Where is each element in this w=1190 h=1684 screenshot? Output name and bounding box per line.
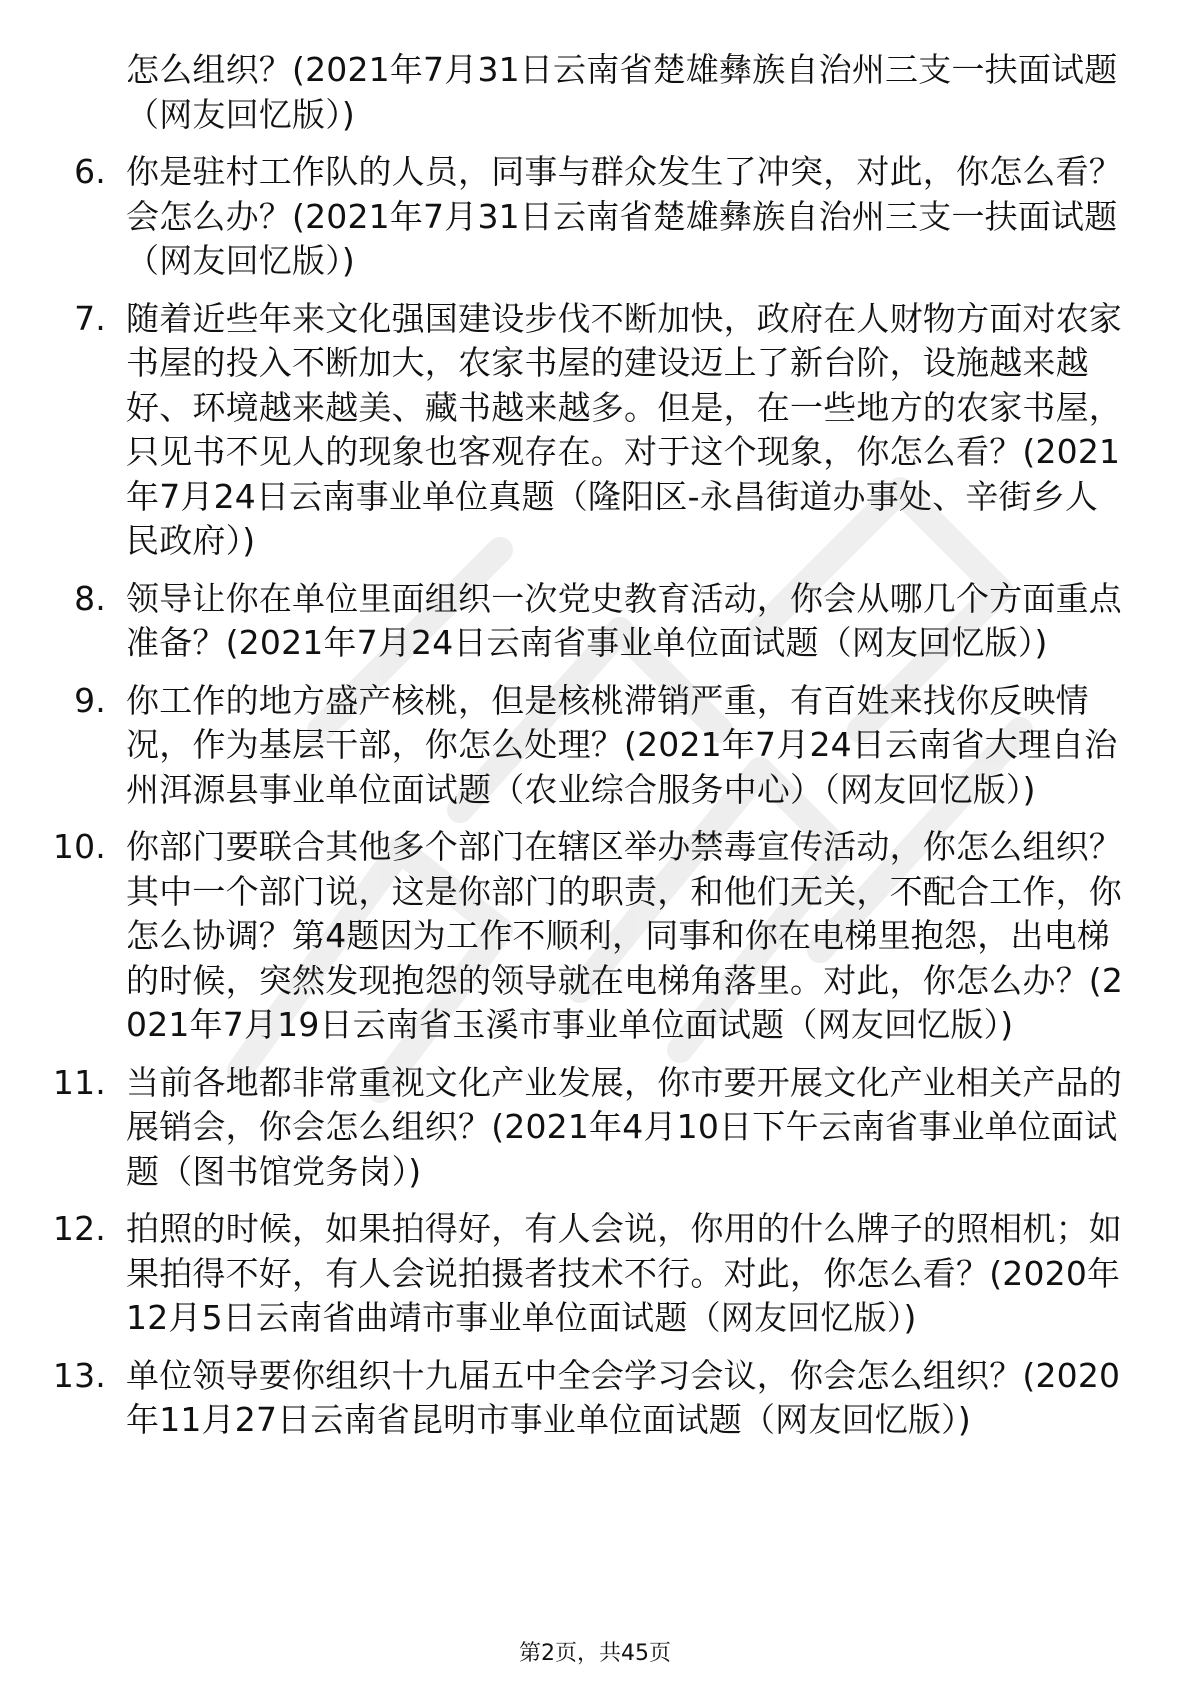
- question-text: 怎么组织？(2021年7月31日云南省楚雄彝族自治州三支一扶面试题（网友回忆版）): [126, 50, 1118, 134]
- question-text: 当前各地都非常重视文化产业发展，你市要开展文化产业相关产品的展销会，你会怎么组织？(2021年4月10日下午云南省事业单位面试题（图书馆党务岗）): [126, 1062, 1122, 1191]
- question-item-13: [0, 1354, 1126, 1443]
- page-number-footer: 第2页，共45页: [519, 1641, 671, 1666]
- question-text: 领导让你在单位里面组织一次党史教育活动，你会从哪几个方面重点准备？(2021年7月24日云南省事业单位面试题（网友回忆版）): [126, 578, 1122, 662]
- question-item-10: [0, 825, 1126, 1048]
- question-number: 10.: [52, 827, 106, 866]
- question-number: 7.: [74, 298, 106, 338]
- question-text: 你工作的地方盛产核桃，但是核桃滞销严重，有百姓来找你反映情况，作为基层干部，你怎么处理？(2021年7月24日云南省大理自治州洱源县事业单位面试题（农业综合服务中心）（网友回忆版）): [126, 680, 1118, 809]
- question-number: 9.: [74, 680, 106, 720]
- question-text: 单位领导要你组织十九届五中全会学习会议，你会怎么组织？(2020年11月27日云南省昆明市事业单位面试题（网友回忆版）): [126, 1355, 1121, 1439]
- question-text: 随着近些年来文化强国建设步伐不断加快，政府在人财物方面对农家书屋的投入不断加大，农家书屋的建设迈上了新台阶，设施越来越好、环境越来越美、藏书越来越多。但是，在一些地方的农家书屋，只见书不见人的现象也客观存在。对于这个现象，你怎么看？(2021年7月24日云南事业单位真题（隆阳区-永昌街道办事处、辛街乡人民政府）): [126, 298, 1122, 560]
- question-number: 12.: [52, 1209, 106, 1248]
- question-list: [0, 48, 1190, 1456]
- question-number: 6.: [74, 152, 106, 191]
- question-text: 你部门要联合其他多个部门在辖区举办禁毒宣传活动，你怎么组织？其中一个部门说，这是你部门的职责，和他们无关，不配合工作，你怎么协调？第4题因为工作不顺利，同事和你在电梯里抱怨，出电梯的时候，突然发现抱怨的领导就在电梯角落里。对此，你怎么办？(2021年7月19日云南省玉溪市事业单位面试题（网友回忆版）): [126, 827, 1124, 1044]
- question-item-11: [0, 1061, 1126, 1195]
- question-text: 你是驻村工作队的人员，同事与群众发生了冲突，对此，你怎么看？会怎么办？(2021年7月31日云南省楚雄彝族自治州三支一扶面试题（网友回忆版）): [126, 152, 1122, 280]
- question-number: 11.: [52, 1062, 106, 1102]
- question-item-12: [0, 1207, 1126, 1341]
- question-number: 13.: [52, 1355, 106, 1395]
- question-item-continued: [0, 48, 1126, 137]
- question-number: 8.: [74, 578, 106, 618]
- question-item-7: [0, 297, 1126, 564]
- question-item-8: [0, 577, 1126, 666]
- question-text: 拍照的时候，如果拍得好，有人会说，你用的什么牌子的照相机；如果拍得不好，有人会说拍摄者技术不行。对此，你怎么看？(2020年12月5日云南省曲靖市事业单位面试题（网友回忆版）): [126, 1209, 1122, 1337]
- question-item-9: [0, 679, 1126, 813]
- question-item-6: [0, 150, 1126, 284]
